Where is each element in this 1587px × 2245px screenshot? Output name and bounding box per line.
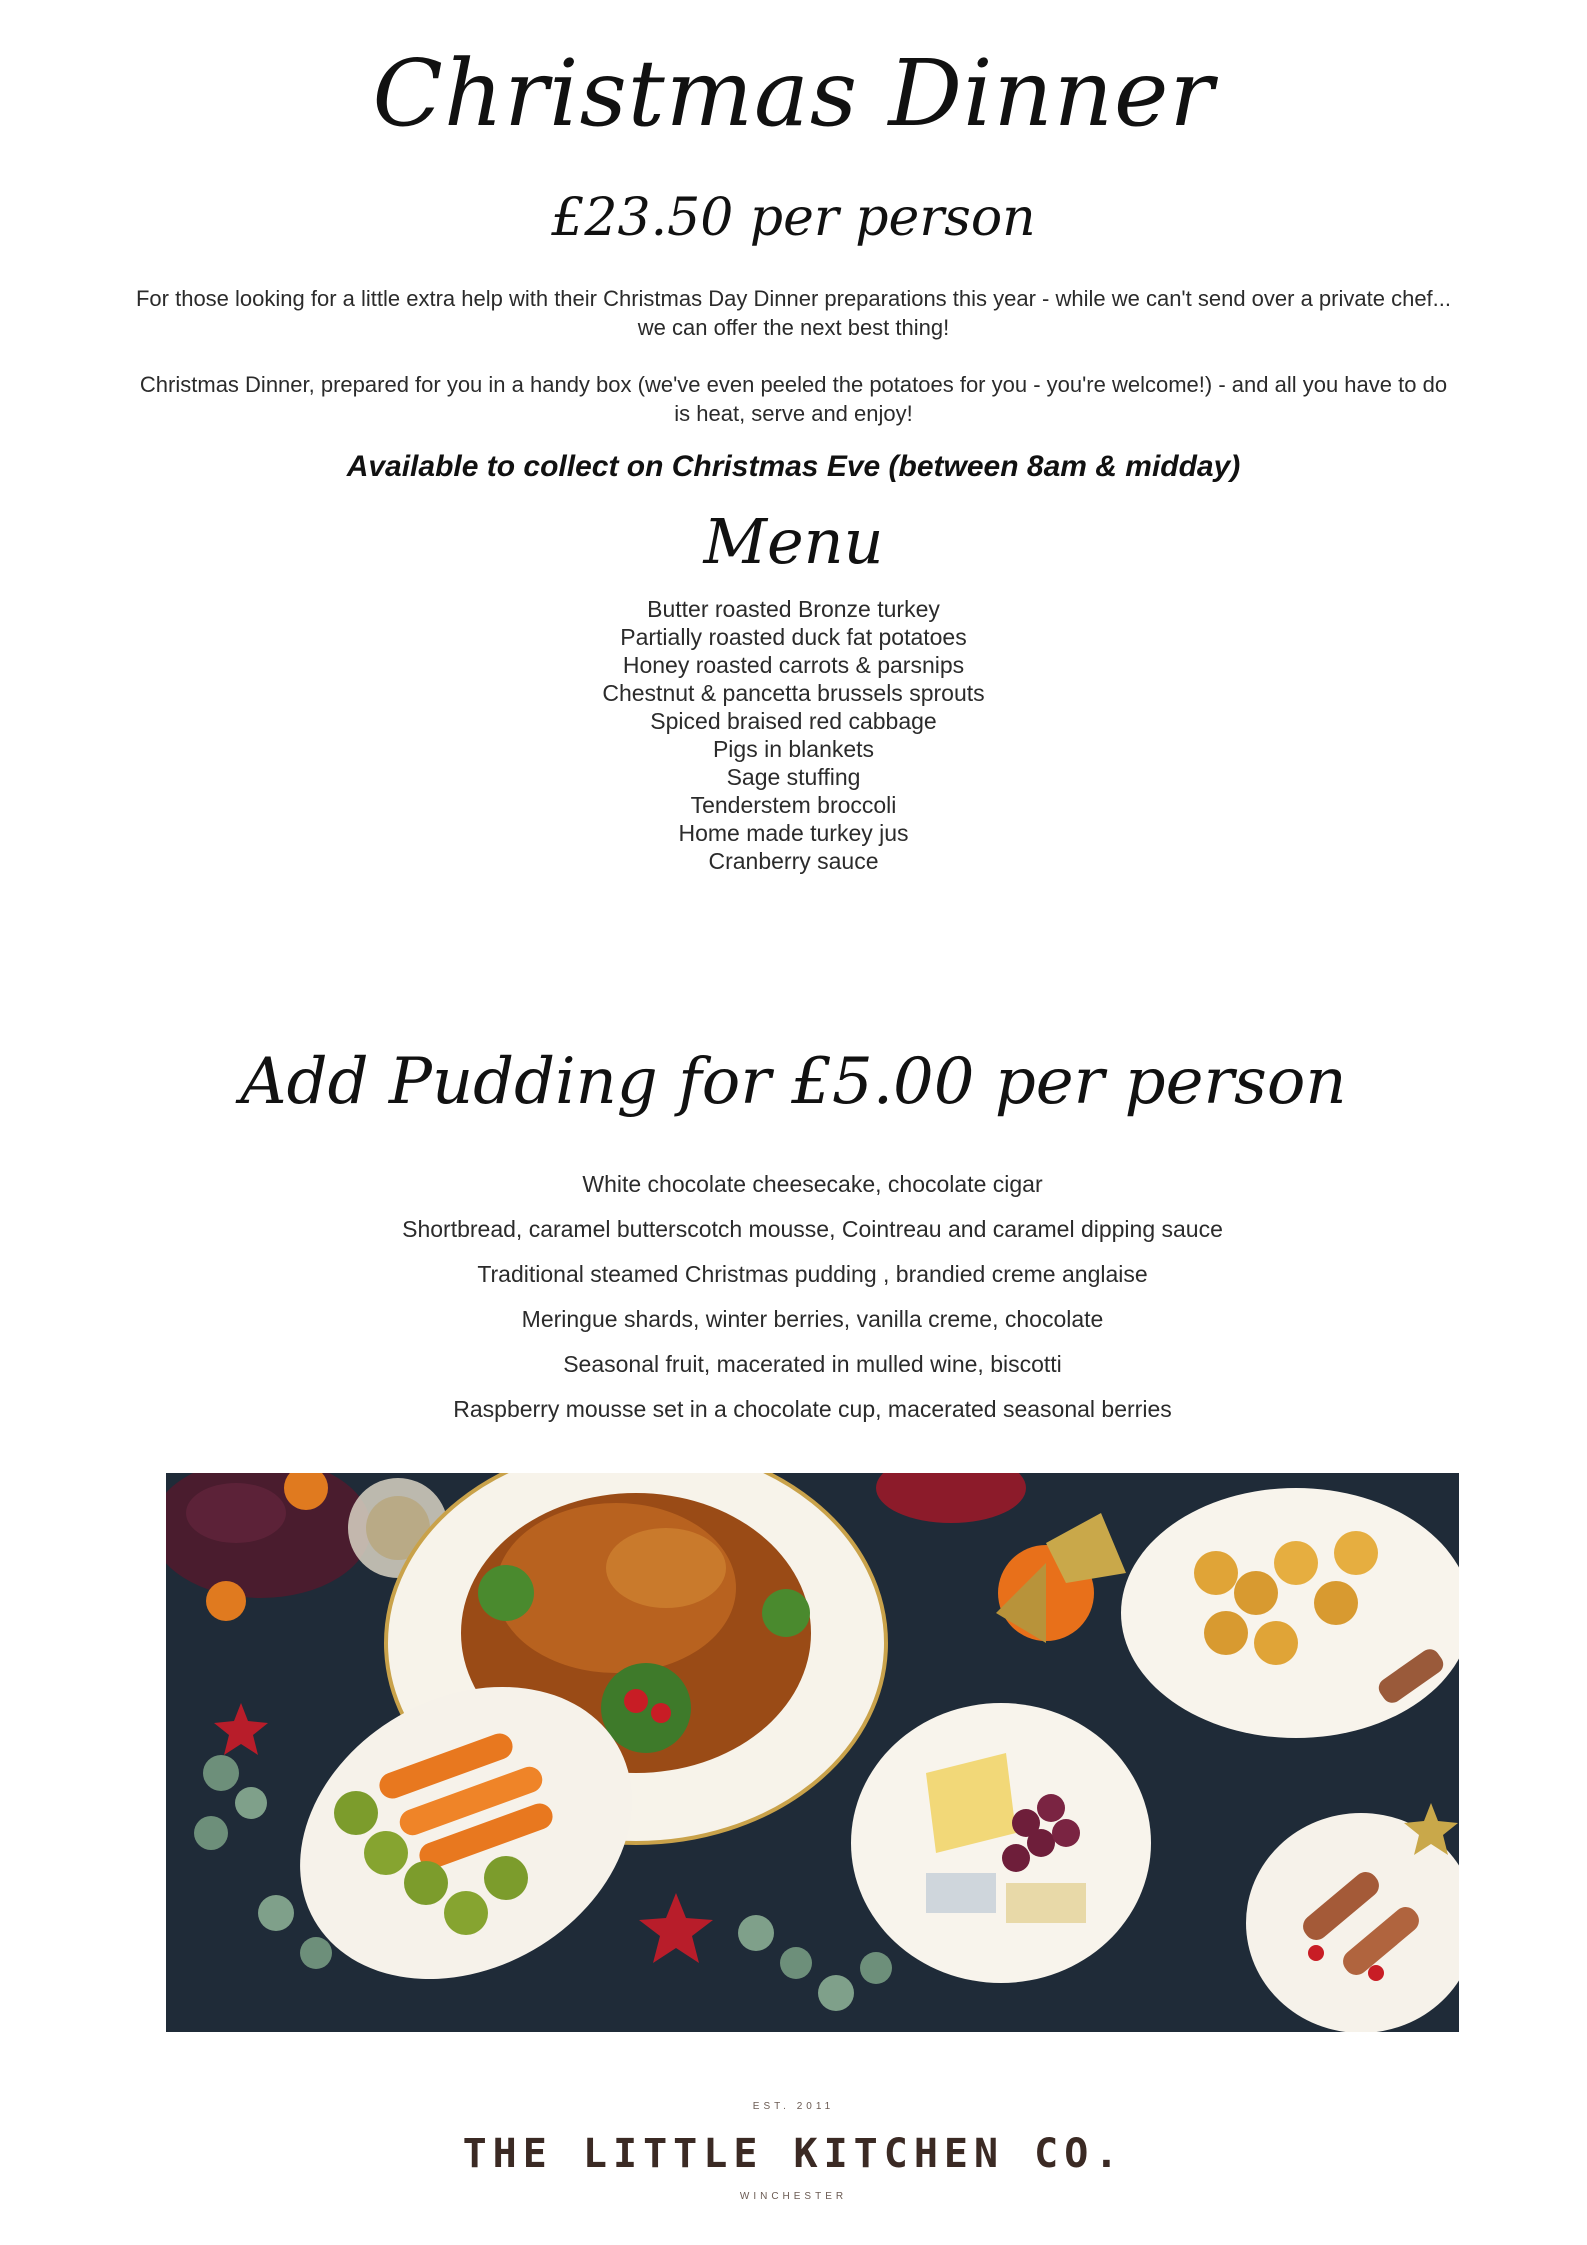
intro-line: Christmas Dinner, prepared for you in a handy box (we've even peeled the potatoes for you - you're welcome!) - and all you have to do [139, 372, 1448, 397]
collection-note: Available to collect on Christmas Eve (between 8am & midday) [346, 450, 1241, 483]
menu-item: Chestnut & pancetta brussels sprouts [602, 680, 985, 706]
menu-list [0, 595, 1587, 875]
christmas-dinner-photo [166, 1473, 1459, 2032]
menu-item: Spiced braised red cabbage [650, 708, 937, 734]
menu-item: Cranberry sauce [708, 848, 879, 874]
pudding-item: Meringue shards, winter berries, vanilla creme, chocolate [521, 1306, 1104, 1332]
intro-line: is heat, serve and enjoy! [674, 401, 913, 426]
logo-town: WINCHESTER [739, 2191, 848, 2202]
menu-item: Home made turkey jus [678, 820, 909, 846]
pudding-item: Shortbread, caramel butterscotch mousse, Cointreau and caramel dipping sauce [402, 1216, 1223, 1242]
pudding-item: Raspberry mousse set in a chocolate cup, macerated seasonal berries [453, 1396, 1172, 1422]
menu-item: Tenderstem broccoli [690, 792, 897, 818]
menu-item: Sage stuffing [726, 764, 861, 790]
pudding-heading: Add Pudding for £5.00 per person [240, 1045, 1347, 1119]
logo-established: EST. 2011 [752, 2101, 835, 2112]
intro-line: we can offer the next best thing! [637, 315, 950, 340]
menu-item: Honey roasted carrots & parsnips [622, 652, 965, 678]
pudding-item: Traditional steamed Christmas pudding , brandied creme anglaise [477, 1261, 1148, 1287]
menu-item: Partially roasted duck fat potatoes [620, 624, 967, 650]
price-per-person: £23.50 per person [551, 188, 1036, 248]
pudding-item: Seasonal fruit, macerated in mulled wine, biscotti [563, 1351, 1062, 1377]
page-title: Christmas Dinner [372, 40, 1215, 147]
intro-paragraph-1 [60, 284, 1527, 342]
brand-logo [0, 2095, 1587, 2215]
intro-line: For those looking for a little extra help with their Christmas Day Dinner preparations this year - while we can't send over a private chef... [135, 286, 1451, 311]
menu-item: Butter roasted Bronze turkey [647, 596, 940, 622]
pudding-list [0, 1162, 1587, 1432]
menu-item: Pigs in blankets [712, 736, 875, 762]
menu-heading: Menu [703, 505, 884, 578]
pudding-item: White chocolate cheesecake, chocolate cigar [582, 1171, 1043, 1197]
logo-wordmark: THE LITTLE KITCHEN CO. [462, 2131, 1125, 2177]
intro-paragraph-2 [60, 370, 1527, 428]
